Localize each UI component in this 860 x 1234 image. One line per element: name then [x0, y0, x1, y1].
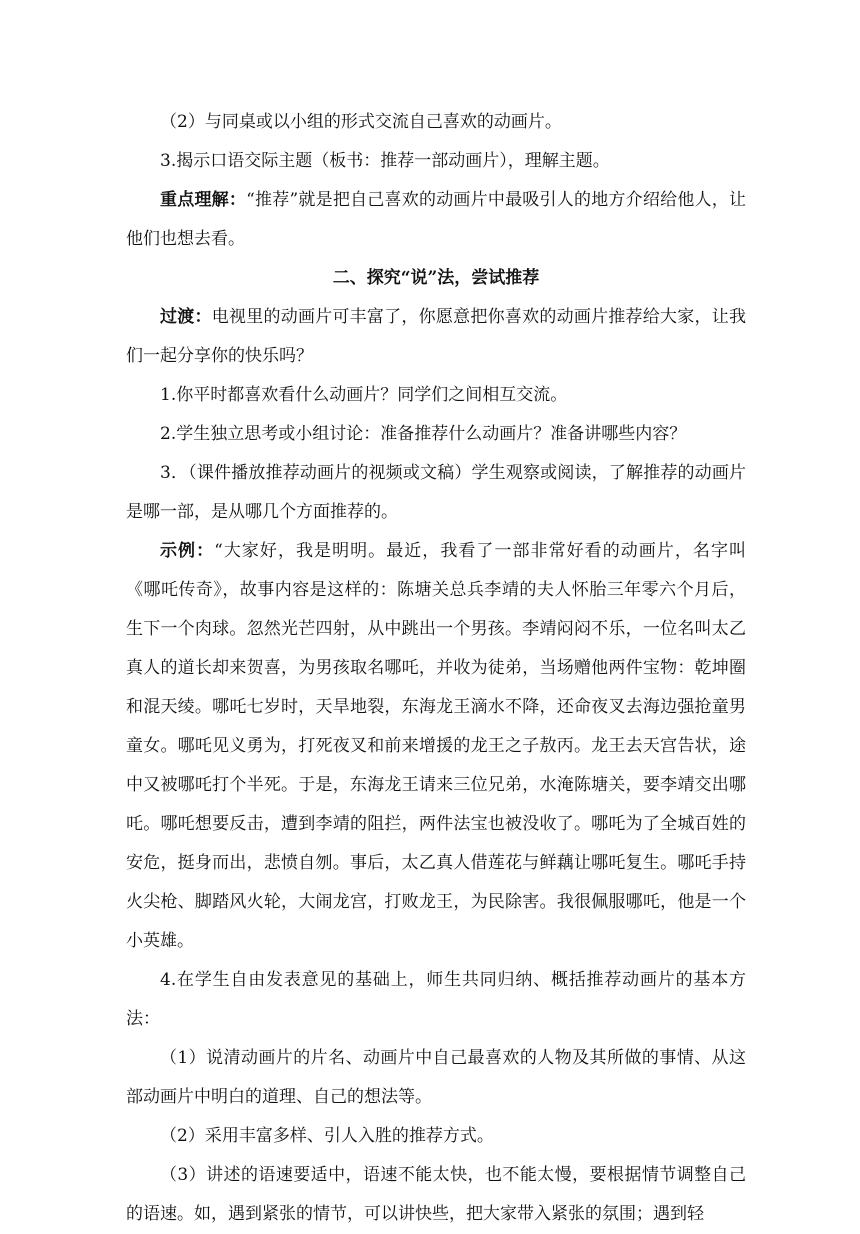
transition-label: 过渡： — [160, 307, 212, 327]
example-label: 示例： — [160, 541, 215, 561]
key-understanding-label: 重点理解： — [160, 190, 247, 210]
paragraph-method-1: （1）说清动画片的片名、动画片中自己最喜欢的人物及其所做的事情、从这部动画片中明白的道理、自己的想法等。 — [126, 1048, 746, 1107]
paragraph-method-2: （2）采用丰富多样、引人入胜的推荐方式。 — [160, 1126, 494, 1146]
paragraph-step-1: 1.你平时都喜欢看什么动画片？同学们之间相互交流。 — [160, 385, 568, 405]
paragraph-exchange-favorite: （2）与同桌或以小组的形式交流自己喜欢的动画片。 — [160, 112, 562, 132]
paragraph-method-3: （3）讲述的语速要适中，语速不能太快，也不能太慢，要根据情节调整自己的语速。如，遇到紧张的情节，可以讲快些，把大家带入紧张的氛围；遇到轻 — [126, 1165, 746, 1224]
document-body — [126, 103, 746, 1234]
paragraph-example: 示例：“大家好，我是明明。最近，我看了一部非常好看的动画片，名字叫《哪吒传奇》，故事内容是这样的：陈塘关总兵李靖的夫人怀胎三年零六个月后，生下一个肉球。忽然光芒四射，从中跳出一个男孩。李靖闷闷不乐，一位名叫太乙真人的道长却来贺喜，为男孩取名哪吒，并收为徒弟，当场赠他两件宝物：乾坤圈和混天绫。哪吒七岁时，天旱地裂，东海龙王滴水不降，还命夜叉去海边强抢童男童女。哪吒见义勇为，打死夜叉和前来增援的龙王之子敖丙。龙王去天宫告状，途中又被哪吒打个半死。于是，东海龙王请来三位兄弟，水淹陈塘关，要李靖交出哪吒。哪吒想要反击，遭到李靖的阻拦，两件法宝也被没收了。哪吒为了全城百姓的安危，挺身而出，悲愤自刎。事后，太乙真人借莲花与鲜藕让哪吒复生。哪吒手持火尖枪、脚踏风火轮，大闹龙宫，打败龙王，为民除害。我很佩服哪吒，他是一个小英雄。 — [126, 541, 746, 951]
paragraph-step-4: 4.在学生自由发表意见的基础上，师生共同归纳、概括推荐动画片的基本方法： — [126, 970, 746, 1029]
paragraph-step-3: 3．（课件播放推荐动画片的视频或文稿）学生观察或阅读，了解推荐的动画片是哪一部，是从哪几个方面推荐的。 — [126, 463, 746, 522]
paragraph-transition: 过渡：电视里的动画片可丰富了，你愿意把你喜欢的动画片推荐给大家，让我们一起分享你的快乐吗？ — [126, 307, 747, 366]
section-heading: 二、探究“说”法，尝试推荐 — [332, 268, 540, 288]
paragraph-key-understanding: 重点理解：“推荐”就是把自己喜欢的动画片中最吸引人的地方介绍给他人，让他们也想去看。 — [126, 190, 746, 249]
paragraph-step-2: 2.学生独立思考或小组讨论：准备推荐什么动画片？准备讲哪些内容？ — [160, 424, 687, 444]
paragraph-reveal-topic: 3.揭示口语交际主题（板书：推荐一部动画片），理解主题。 — [160, 151, 610, 171]
